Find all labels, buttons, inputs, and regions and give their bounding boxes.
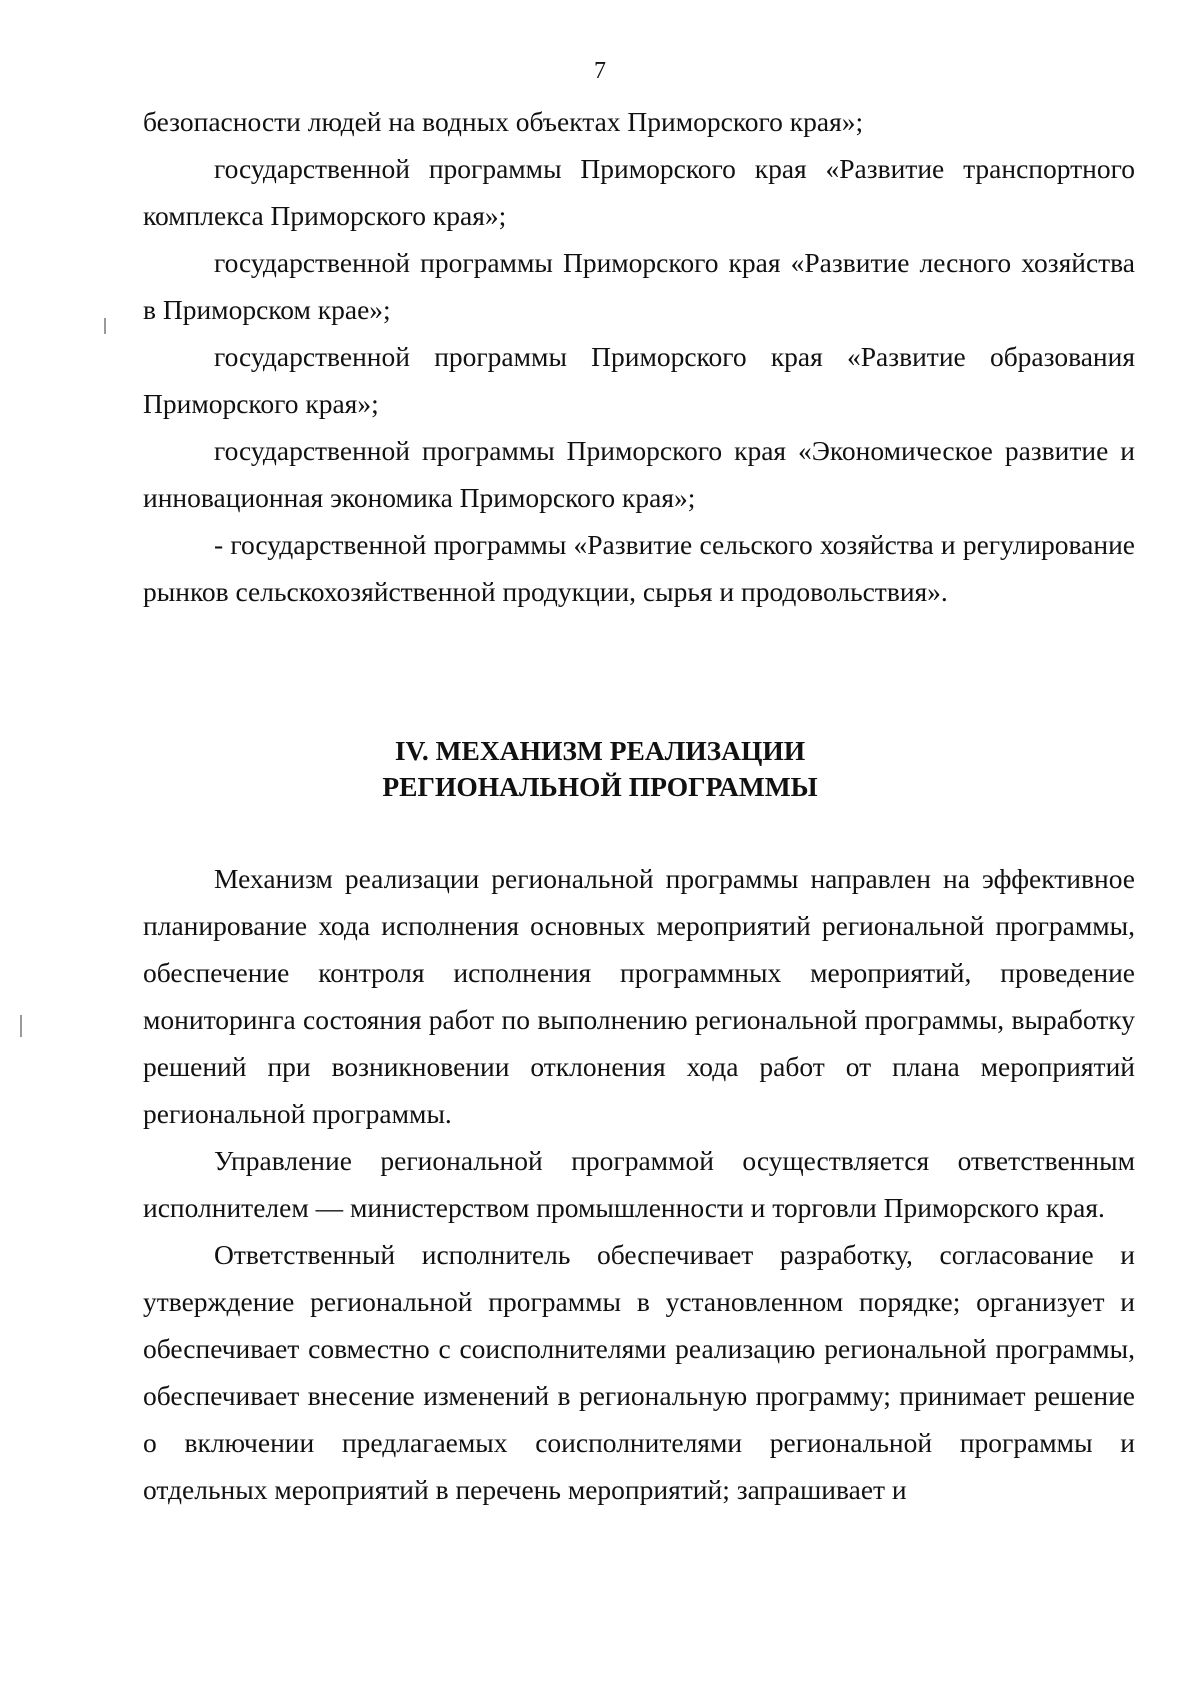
page-number: 7: [594, 58, 606, 84]
section-heading-line: IV. МЕХАНИЗМ РЕАЛИЗАЦИИ: [394, 735, 806, 766]
section-heading: [0, 733, 1200, 805]
program-list: [143, 98, 1135, 615]
section-body: [143, 855, 1135, 1513]
section-heading-line: РЕГИОНАЛЬНОЙ ПРОГРАММЫ: [382, 771, 818, 802]
list-item: - государственной программы «Развитие сельского хозяйства и регулирование рынков сельскохозяйственной продукции, сырья и продовольствия».: [143, 529, 1135, 607]
list-item: государственной программы Приморского края «Развитие лесного хозяйства в Приморском крае»;: [143, 247, 1135, 325]
body-paragraph: Ответственный исполнитель обеспечивает разработку, согласование и утверждение региональной программы в установленном порядке; организует и обеспечивает совместно с соисполнителями реализацию региональной программы, обеспечивает внесение изменений в региональную программу; принимает решение о включении предлагаемых соисполнителями региональной программы и отдельных мероприятий в перечень мероприятий; запрашивает и: [143, 1239, 1135, 1505]
scan-mark: [104, 318, 106, 334]
scan-mark: [20, 1015, 22, 1037]
body-paragraph: Механизм реализации региональной программы направлен на эффективное планирование хода исполнения основных мероприятий региональной программы, обеспечение контроля исполнения программных мероприятий, проведение мониторинга состояния работ по выполнению региональной программы, выработку решений при возникновении отклонения хода работ от плана мероприятий региональной программы.: [143, 863, 1135, 1129]
list-item: государственной программы Приморского края «Экономическое развитие и инновационная экономика Приморского края»;: [143, 435, 1135, 513]
list-item: безопасности людей на водных объектах Приморского края»;: [143, 106, 864, 137]
list-item: государственной программы Приморского края «Развитие образования Приморского края»;: [143, 341, 1135, 419]
body-paragraph: Управление региональной программой осуществляется ответственным исполнителем — министерством промышленности и торговли Приморского края.: [143, 1145, 1135, 1223]
list-item: государственной программы Приморского края «Развитие транспортного комплекса Приморского края»;: [143, 153, 1135, 231]
